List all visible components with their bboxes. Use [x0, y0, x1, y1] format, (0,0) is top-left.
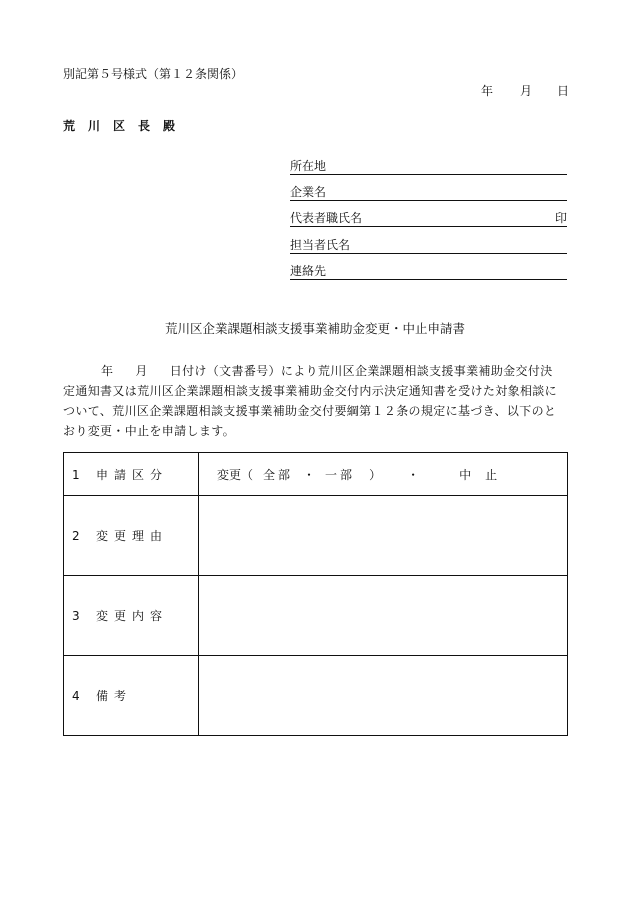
date-month-label: 月: [520, 84, 533, 98]
row-label-text: 変更内容: [96, 609, 169, 623]
option-cancel[interactable]: 中止: [459, 467, 512, 482]
body-line-1-rest: 日付け（文書番号）により荒川区企業課題相談支援事業補助金交付決: [169, 364, 553, 378]
address-field[interactable]: [290, 158, 567, 175]
option-separator: ・: [303, 467, 316, 482]
body-line-1: [63, 361, 567, 381]
body-line-2: 定通知書又は荒川区企業課題相談支援事業補助金交付内示決定通知書を受けた対象相談に: [63, 384, 558, 398]
table-row: [64, 576, 568, 656]
company-label: 企業名: [290, 185, 327, 199]
option-separator-2: ・: [407, 467, 420, 482]
row-label-text: 変更理由: [96, 529, 169, 543]
remarks-input[interactable]: [199, 656, 568, 736]
date-day-label: 日: [557, 84, 570, 98]
row-number: 2: [72, 529, 80, 543]
contact-person-label: 担当者氏名: [290, 238, 351, 252]
row-label: [64, 496, 199, 576]
option-change[interactable]: 変更（: [217, 467, 254, 482]
seal-mark: 印: [554, 211, 567, 225]
row-label: [64, 576, 199, 656]
option-close-paren: ）: [369, 467, 382, 482]
row-label: [64, 453, 199, 496]
row-number: 3: [72, 609, 80, 623]
body-line-3: ついて、荒川区企業課題相談支援事業補助金交付要綱第１２条の規定に基づき、以下のと: [63, 404, 557, 418]
change-content-input[interactable]: [199, 576, 568, 656]
table-row: [64, 656, 568, 736]
body-month: 月: [135, 364, 148, 378]
table-row: [64, 496, 568, 576]
option-part[interactable]: 一部: [325, 467, 356, 482]
table-row: [64, 453, 568, 496]
row-label-text: 備考: [96, 689, 133, 703]
row-number: 4: [72, 689, 80, 703]
application-type-options: [199, 453, 568, 496]
contact-field[interactable]: [290, 263, 567, 280]
addressee: 荒川区長殿: [63, 119, 189, 133]
row-number: 1: [72, 467, 80, 482]
company-field[interactable]: [290, 184, 567, 201]
document-title: 荒川区企業課題相談支援事業補助金変更・中止申請書: [164, 321, 465, 336]
application-table: [63, 452, 568, 736]
contact-person-field[interactable]: [290, 237, 567, 254]
contact-label: 連絡先: [290, 264, 327, 278]
row-label: [64, 656, 199, 736]
change-reason-input[interactable]: [199, 496, 568, 576]
form-number: 別記第５号様式（第１２条関係）: [63, 67, 244, 81]
body-line-4: おり変更・中止を申請します。: [63, 424, 235, 438]
representative-label: 代表者職氏名: [290, 211, 363, 225]
option-all[interactable]: 全部: [263, 467, 294, 482]
representative-field[interactable]: [290, 210, 567, 227]
date-year-label: 年: [481, 84, 494, 98]
body-year: 年: [101, 364, 114, 378]
body-paragraph: [63, 361, 567, 441]
address-label: 所在地: [290, 159, 327, 173]
row-label-text: 申請区分: [96, 467, 169, 482]
